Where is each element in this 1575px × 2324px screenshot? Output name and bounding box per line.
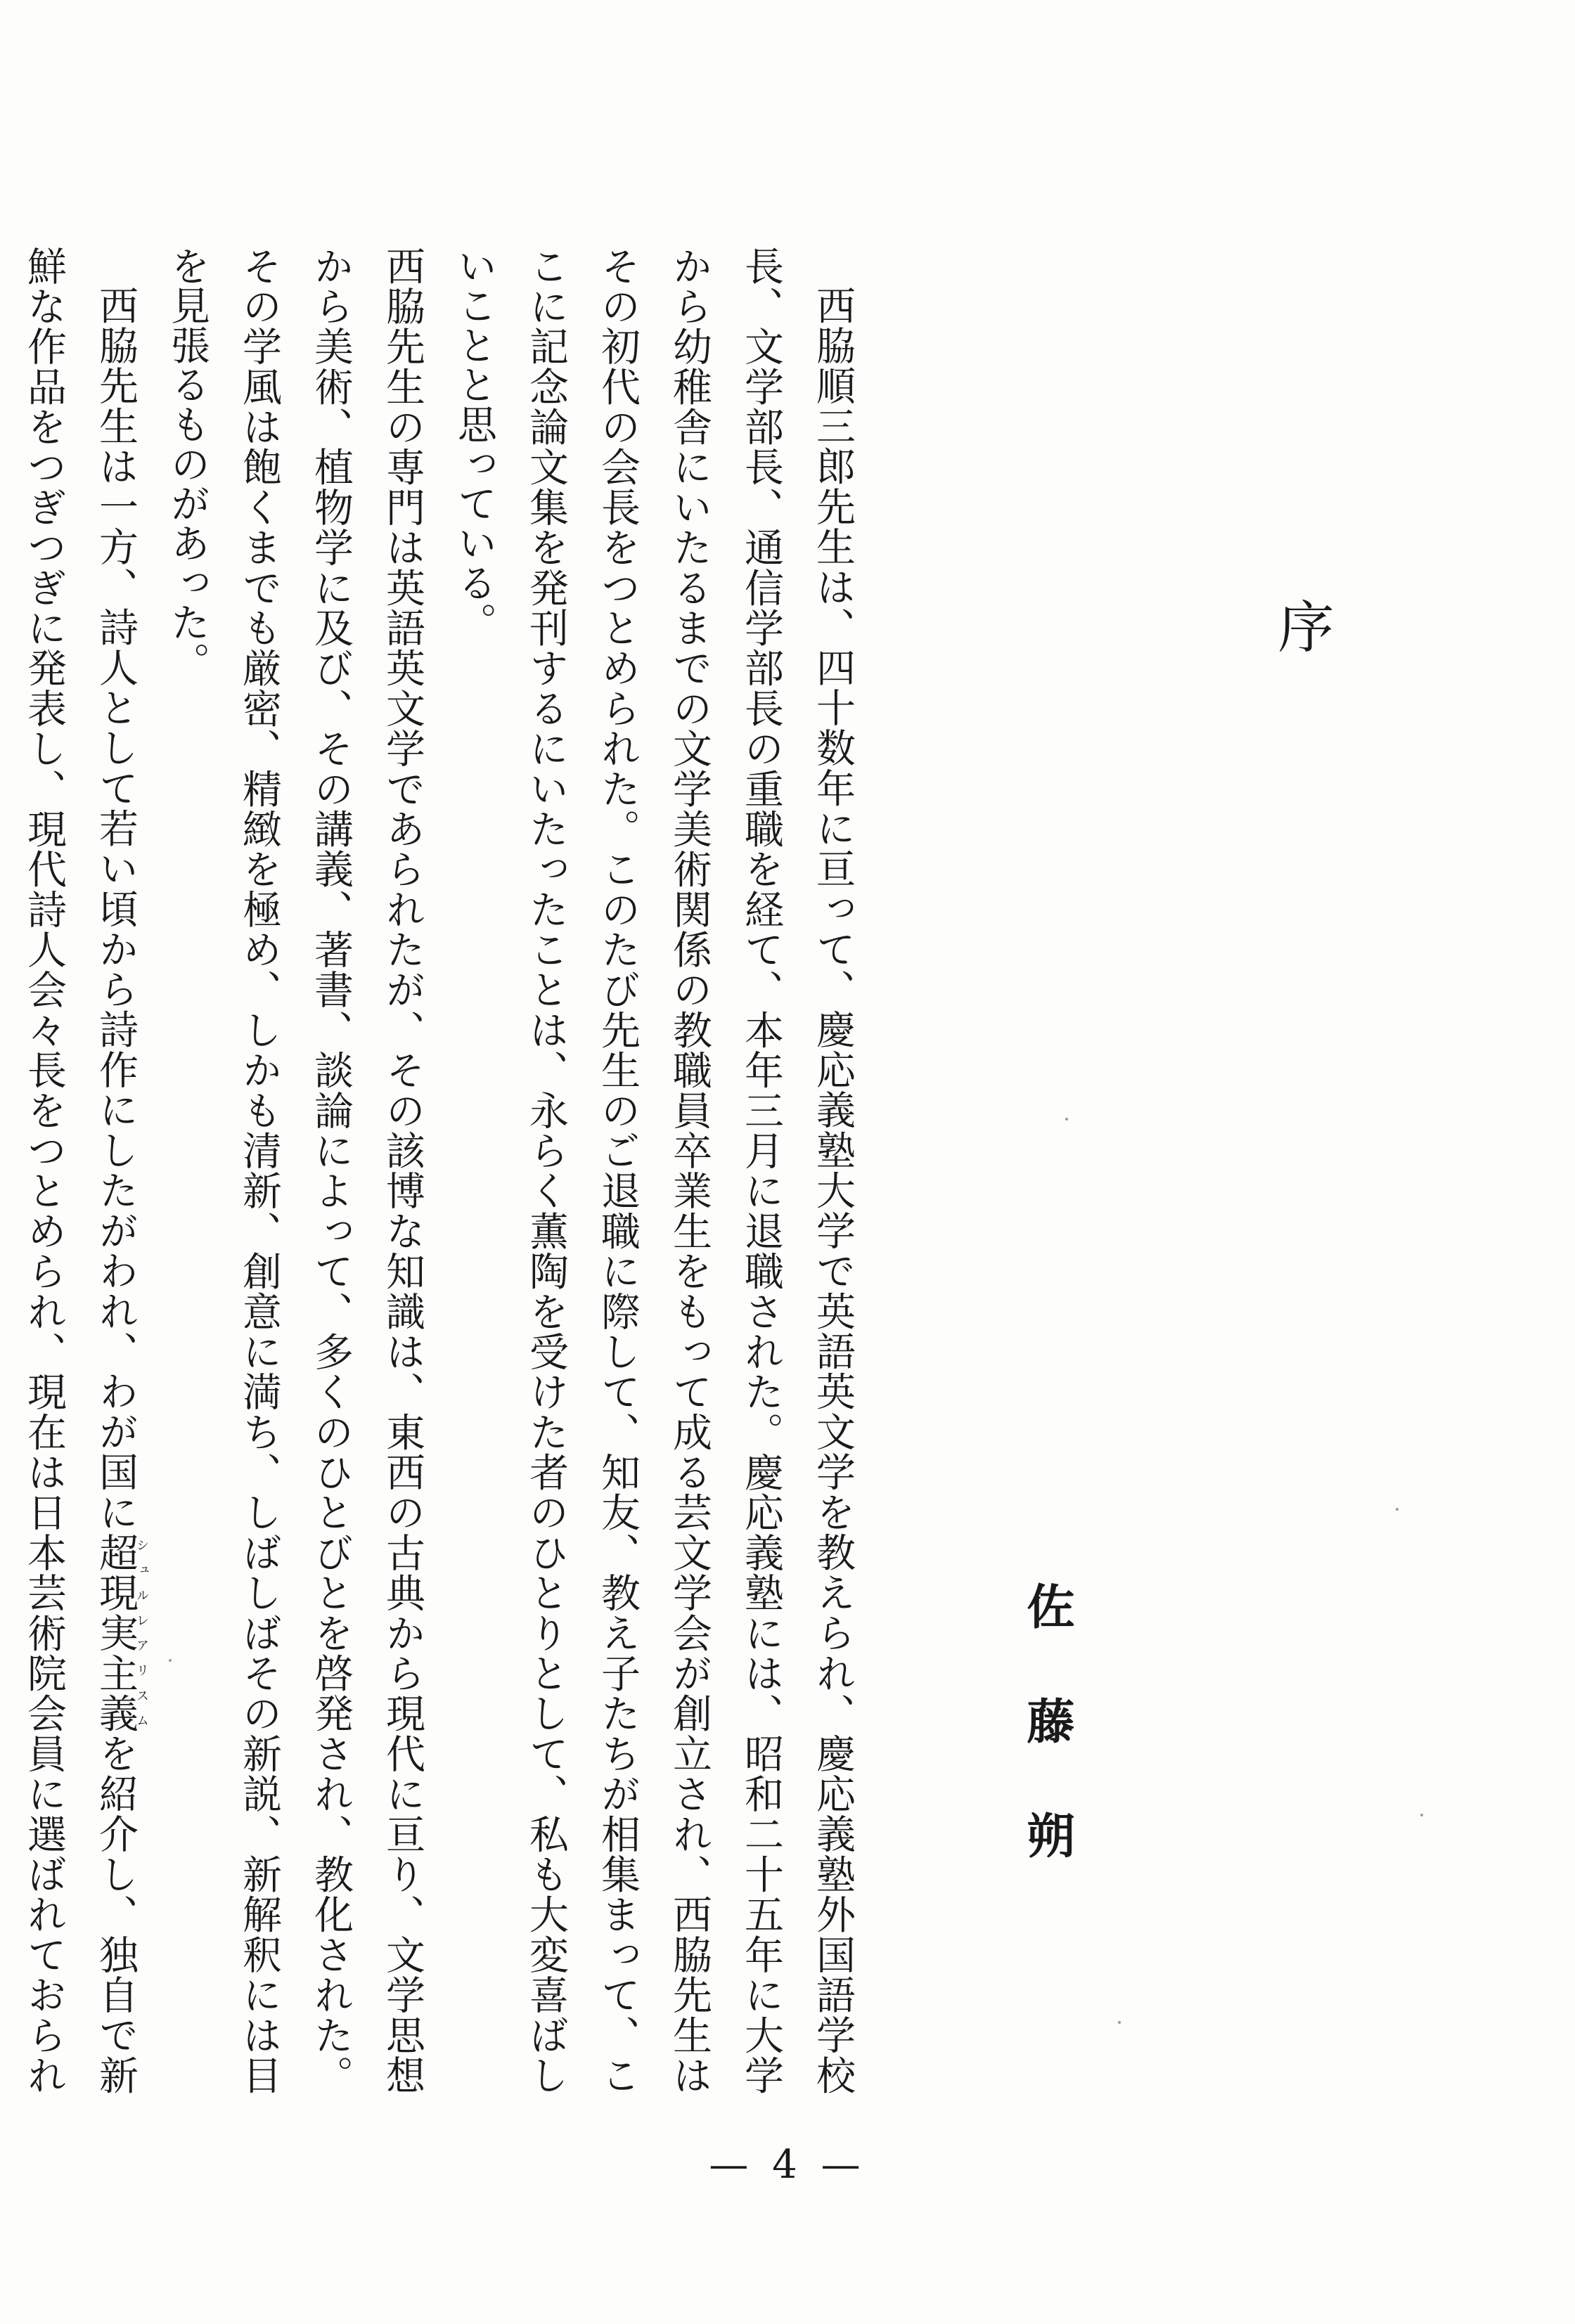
- page-number: — 4 —: [709, 2142, 866, 2188]
- paragraph-3-text-after: を紹介し、独自で新鮮な作品をつぎつぎに発表し、現代詩人会々長をつとめられ、現在は日本芸術院会員に選ばれておられ: [21, 246, 139, 2095]
- ruby-reading: シュルレアリスム: [134, 1532, 149, 1734]
- scan-speck: [169, 1659, 172, 1662]
- paragraph-1: 西脇順三郎先生は、四十数年に亘って、慶応義塾大学で英語英文学を教えられ、慶応義塾外国語学校長、文学部長、通信学部長の重職を経て、本年三月に退職された。慶応義塾には、昭和二十五年に大学から幼稚舎にいたるまでの文学美術関係の教職員卒業生をもって成る芸文学会が創立され、西脇先生はその初代の会長をつとめられた。このたび先生のご退職に際して、知友、教え子たちが相集まって、ここに記念論文集を発刊するにいたったことは、永らく薫陶を受けた者のひとりとして、私も大変喜ばしいことと思っている。: [451, 246, 856, 2095]
- body-text: [0, 246, 868, 2095]
- section-title: 序: [1268, 598, 1334, 654]
- paragraph-3-text-before: 西脇先生は一方、詩人として若い頃から詩作にしたがわれ、わが国に: [93, 285, 139, 1532]
- paragraph-2: 西脇先生の専門は英語英文学であられたが、その該博な知識は、東西の古典から現代に亘り、文学思想から美術、植物学に及び、その講義、著書、談論によって、多くのひとびとを啓発され、教化された。その学風は飽くまでも厳密、精緻を極め、しかも清新、創意に満ち、しばしばその新説、新解釈には目を見張るものがあった。: [165, 246, 425, 2095]
- scan-speck: [1420, 1814, 1423, 1816]
- paragraph-3: [0, 246, 151, 2095]
- scan-speck: [1065, 1118, 1068, 1121]
- scan-speck: [1118, 2021, 1121, 2024]
- ruby-base: 超現実主義: [93, 1532, 139, 1734]
- scan-speck: [1396, 1508, 1399, 1511]
- author-name: 佐藤朔: [1019, 1582, 1075, 1925]
- surrealism-ruby: [93, 1532, 149, 1734]
